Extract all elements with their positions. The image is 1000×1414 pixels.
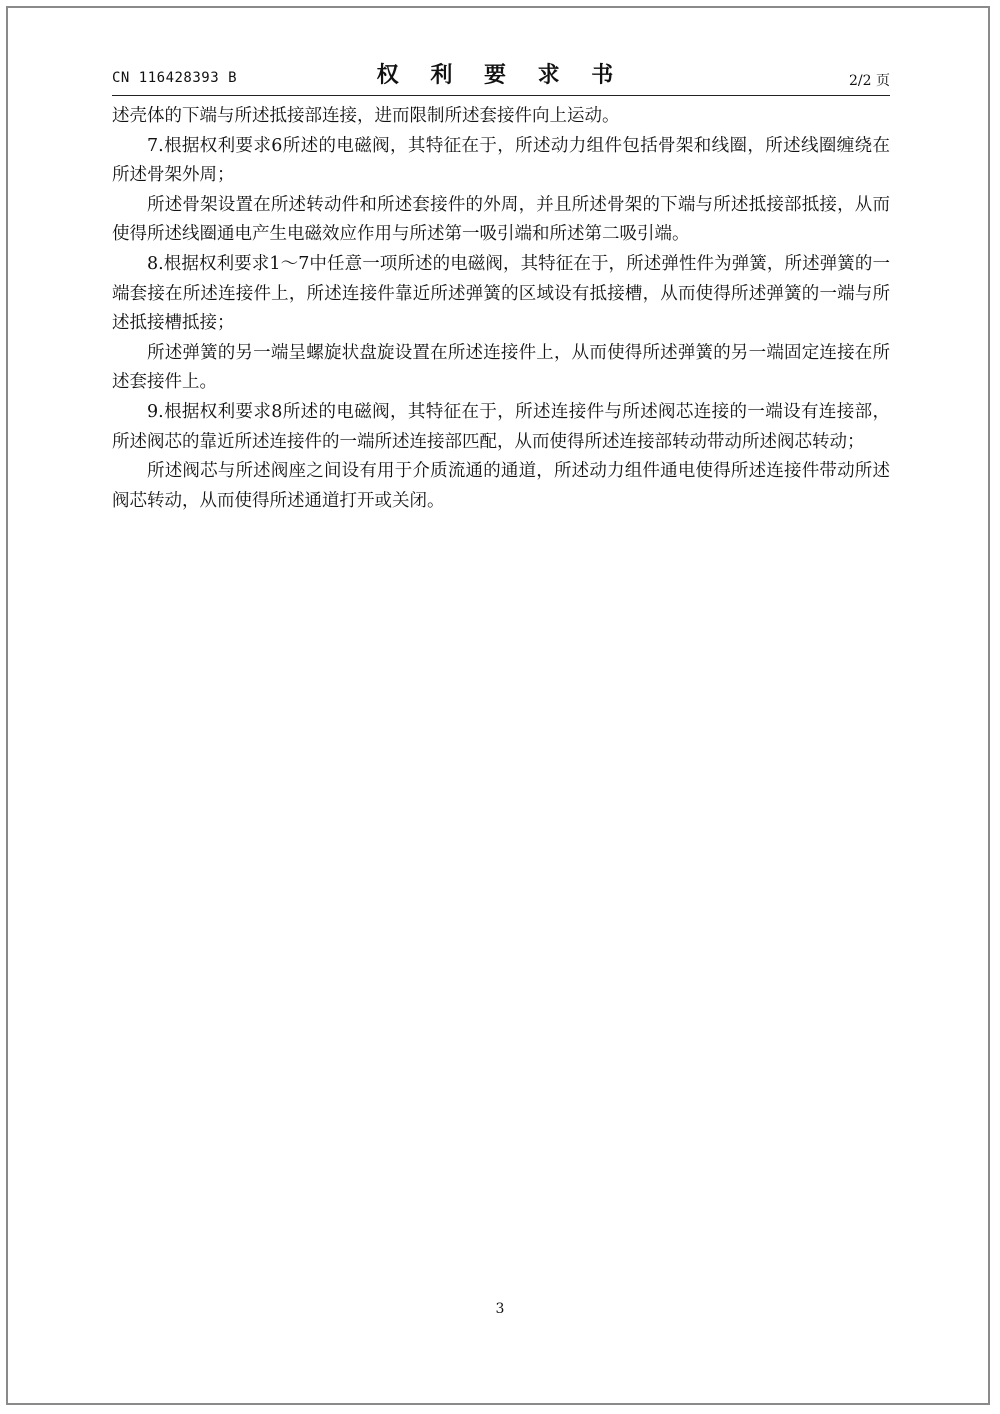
claim-paragraph: 所述阀芯与所述阀座之间设有用于介质流通的通道，所述动力组件通电使得所述连接件带动所述阀芯转动，从而使得所述通道打开或关闭。	[112, 461, 890, 511]
claim-paragraph: 7.根据权利要求6所述的电磁阀，其特征在于，所述动力组件包括骨架和线圈，所述线圈缠绕在所述骨架外周；	[112, 135, 890, 186]
claim-paragraph: 所述弹簧的另一端呈螺旋状盘旋设置在所述连接件上，从而使得所述弹簧的另一端固定连接在所述套接件上。	[112, 342, 890, 393]
page-number: 3	[495, 1301, 505, 1317]
page-indicator: 2/2 页	[849, 73, 890, 89]
claim-paragraph: 述壳体的下端与所述抵接部连接，进而限制所述套接件向上运动。	[112, 106, 620, 126]
claims-body	[112, 102, 890, 516]
page-header	[112, 58, 890, 92]
claim-paragraph: 9.根据权利要求8所述的电磁阀，其特征在于，所述连接件与所述阀芯连接的一端设有连接部，所述阀芯的靠近所述连接件的一端所述连接部匹配，从而使得所述连接部转动带动所述阀芯转动；	[112, 401, 890, 452]
document-title: 权 利 要 求 书	[376, 63, 626, 88]
header-divider	[112, 95, 890, 96]
claim-paragraph: 8.根据权利要求1～7中任意一项所述的电磁阀，其特征在于，所述弹性件为弹簧，所述弹簧的一端套接在所述连接件上，所述连接件靠近所述弹簧的区域设有抵接槽，从而使得所述弹簧的一端与所述抵接槽抵接；	[112, 253, 890, 334]
publication-number: CN 116428393 B	[112, 70, 238, 86]
claim-paragraph: 所述骨架设置在所述转动件和所述套接件的外周，并且所述骨架的下端与所述抵接部抵接，从而使得所述线圈通电产生电磁效应作用与所述第一吸引端和所述第二吸引端。	[112, 194, 890, 245]
